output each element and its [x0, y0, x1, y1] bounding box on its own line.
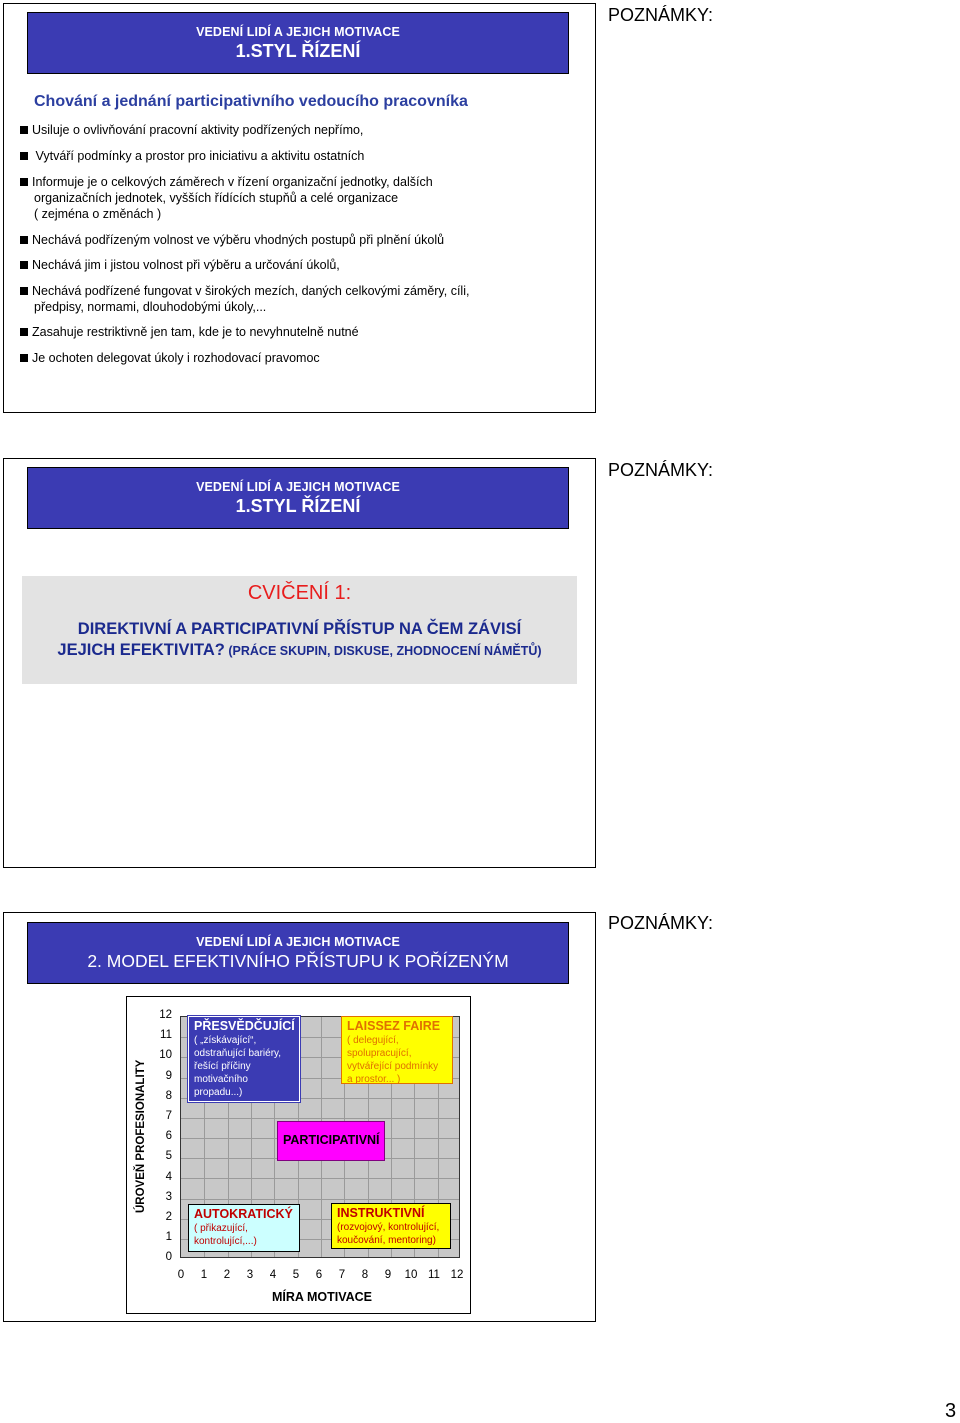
- bullet-square-icon: [20, 236, 28, 244]
- x-tick-label: 3: [246, 1269, 254, 1281]
- bullet-text: Nechává podřízené fungovat v širokých mezích, daných celkovými záměry, cíli,: [32, 284, 470, 298]
- quadrant-text-line: kontrolující,...): [194, 1236, 257, 1247]
- y-tick-label: 2: [165, 1211, 172, 1223]
- quadrant-title: LAISSEZ FAIRE: [347, 1019, 441, 1033]
- y-tick-label: 9: [165, 1069, 172, 1082]
- y-tick-label: 12: [159, 1009, 172, 1021]
- notes-label-2: POZNÁMKY:: [608, 460, 714, 480]
- x-axis-label: MÍRA MOTIVACE: [272, 1290, 372, 1304]
- x-tick-label: 12: [450, 1269, 464, 1281]
- grid-line: [181, 1199, 459, 1200]
- bullet-text: předpisy, normami, dlouhodobými úkoly,...: [34, 300, 267, 314]
- bullet-text: Usiluje o ovlivňování pracovní aktivity podřízených nepřímo,: [32, 123, 364, 137]
- header-line1: VEDENÍ LIDÍ A JEJICH MOTIVACE: [196, 480, 400, 494]
- quadrant-text-line: ( „získávající“,: [194, 1035, 257, 1046]
- quadrant-text-line: řešící příčiny: [194, 1061, 251, 1072]
- bullet-item: [20, 122, 560, 138]
- bullet-item: [20, 148, 560, 164]
- quadrant-text-line: ( přikazující,: [194, 1223, 248, 1234]
- quadrant-text: [194, 1222, 294, 1248]
- notes-label-1: POZNÁMKY:: [608, 5, 714, 25]
- header-title: 1.STYL ŘÍZENÍ: [235, 496, 361, 516]
- quadrant-text-line: vytvářející podmínky: [347, 1061, 439, 1072]
- bullet-text: ( zejména o změnách ): [34, 207, 162, 221]
- quadrant-text-line: propadu...): [194, 1087, 243, 1098]
- quadrant-text-line: koučování, mentoring): [337, 1235, 436, 1246]
- bullet-square-icon: [20, 328, 28, 336]
- quadrant-title: INSTRUKTIVNÍ: [337, 1206, 425, 1220]
- slide-2-header: [27, 467, 569, 529]
- bullet-square-icon: [20, 152, 28, 160]
- quadrant-text-line: motivačního: [194, 1074, 248, 1085]
- quadrant-text-line: a prostor... ): [347, 1074, 401, 1085]
- quadrant-participativni: [277, 1121, 385, 1161]
- y-tick-label: 3: [165, 1190, 172, 1203]
- header-line1: VEDENÍ LIDÍ A JEJICH MOTIVACE: [196, 25, 400, 39]
- header-title: 2. MODEL EFEKTIVNÍHO PŘÍSTUPU K POŘÍZENÝM: [87, 951, 509, 971]
- bullet-item: [20, 232, 560, 248]
- quadrant-text: [194, 1034, 294, 1099]
- y-tick-label: 8: [165, 1089, 172, 1102]
- x-tick-label: 4: [269, 1269, 277, 1281]
- grid-line: [181, 1118, 459, 1119]
- quadrant-text-line: spolupracující,: [347, 1048, 412, 1059]
- y-tick-label: 7: [165, 1110, 172, 1122]
- bullet-item: [20, 283, 560, 315]
- x-tick-label: 0: [177, 1269, 185, 1281]
- bullet-text: organizačních jednotek, vyšších řídících stupňů a celé organizace: [34, 191, 399, 205]
- x-tick-label: 9: [384, 1269, 392, 1281]
- bullet-text: Nechává jim i jistou volnost při výběru a určování úkolů,: [32, 258, 340, 272]
- y-tick-label: 4: [165, 1170, 172, 1183]
- y-axis-label: ÚROVEŇ PROFESIONALITY: [135, 1059, 147, 1213]
- quadrant-autokraticky: [188, 1204, 300, 1252]
- quadrant-text-line: odstraňující bariéry,: [194, 1048, 282, 1059]
- quadrant-title: AUTOKRATICKÝ: [194, 1207, 293, 1221]
- y-tick-label: 5: [165, 1150, 172, 1163]
- exercise-line1: DIREKTIVNÍ A PARTICIPATIVNÍ PŘÍSTUP NA ČEM ZÁVISÍ: [77, 620, 522, 638]
- exercise-line2-small: (PRÁCE SKUPIN, DISKUSE, ZHODNOCENÍ NÁMĚTŮ): [224, 644, 542, 658]
- quadrant-title: PARTICIPATIVNÍ: [283, 1133, 380, 1147]
- bullet-item: [20, 350, 560, 366]
- quadrant-text-line: (rozvojový, kontrolující,: [337, 1222, 440, 1233]
- quadrant-presvedcujici: [188, 1016, 300, 1102]
- bullet-square-icon: [20, 287, 28, 295]
- notes-label-3: POZNÁMKY:: [608, 913, 714, 933]
- x-tick-label: 5: [292, 1269, 300, 1281]
- exercise-title: CVIČENÍ 1:: [247, 582, 352, 604]
- x-tick-label: 7: [338, 1269, 346, 1281]
- slide-3-header: [27, 922, 569, 984]
- y-tick-label: 0: [165, 1251, 172, 1264]
- x-tick-label: 10: [404, 1269, 418, 1281]
- exercise-line2-main: JEJICH EFEKTIVITA?: [57, 641, 225, 659]
- page-number: 3: [945, 1400, 957, 1422]
- grid-line: [181, 1178, 459, 1179]
- bullet-text: Je ochoten delegovat úkoly i rozhodovací pravomoc: [32, 351, 320, 365]
- bullet-text: Zasahuje restriktivně jen tam, kde je to nevyhnutelně nutné: [32, 325, 359, 339]
- x-tick-label: 11: [428, 1269, 440, 1281]
- bullet-text: Informuje je o celkových záměrech v řízení organizační jednotky, dalších: [32, 175, 433, 189]
- y-tick-label: 1: [165, 1231, 172, 1244]
- header-title: 1.STYL ŘÍZENÍ: [235, 41, 361, 61]
- bullet-square-icon: [20, 354, 28, 362]
- header-line1: VEDENÍ LIDÍ A JEJICH MOTIVACE: [196, 935, 400, 949]
- y-tick-label: 11: [160, 1029, 172, 1042]
- slide-1-title: Chování a jednání participativního vedoucího pracovníka: [34, 93, 468, 110]
- bullet-square-icon: [20, 178, 28, 186]
- x-tick-label: 8: [361, 1269, 369, 1281]
- quadrant-instruktivni: [331, 1203, 451, 1249]
- quadrant-title: PŘESVĚDČUJÍCÍ: [194, 1019, 295, 1033]
- bullet-item: [20, 324, 560, 340]
- y-tick-label: 6: [165, 1130, 172, 1143]
- quadrant-text: [337, 1221, 445, 1247]
- bullet-text: Vytváří podmínky a prostor pro iniciativu a aktivitu ostatních: [32, 149, 365, 163]
- x-tick-label: 1: [200, 1269, 208, 1281]
- quadrant-text: [347, 1034, 447, 1086]
- bullet-item: [20, 257, 560, 273]
- exercise-box: [22, 576, 577, 684]
- bullet-item: [20, 174, 560, 222]
- bullet-square-icon: [20, 126, 28, 134]
- x-tick-label: 2: [223, 1269, 231, 1281]
- bullet-square-icon: [20, 261, 28, 269]
- bullet-text: Nechává podřízeným volnost ve výběru vhodných postupů při plnění úkolů: [32, 233, 445, 247]
- x-tick-label: 6: [315, 1269, 323, 1281]
- y-tick-label: 10: [159, 1049, 172, 1062]
- slide-1-header: [27, 12, 569, 74]
- quadrant-laissez-faire: [341, 1016, 453, 1084]
- quadrant-text-line: ( delegující,: [347, 1035, 399, 1046]
- exercise-line2: [22, 640, 577, 662]
